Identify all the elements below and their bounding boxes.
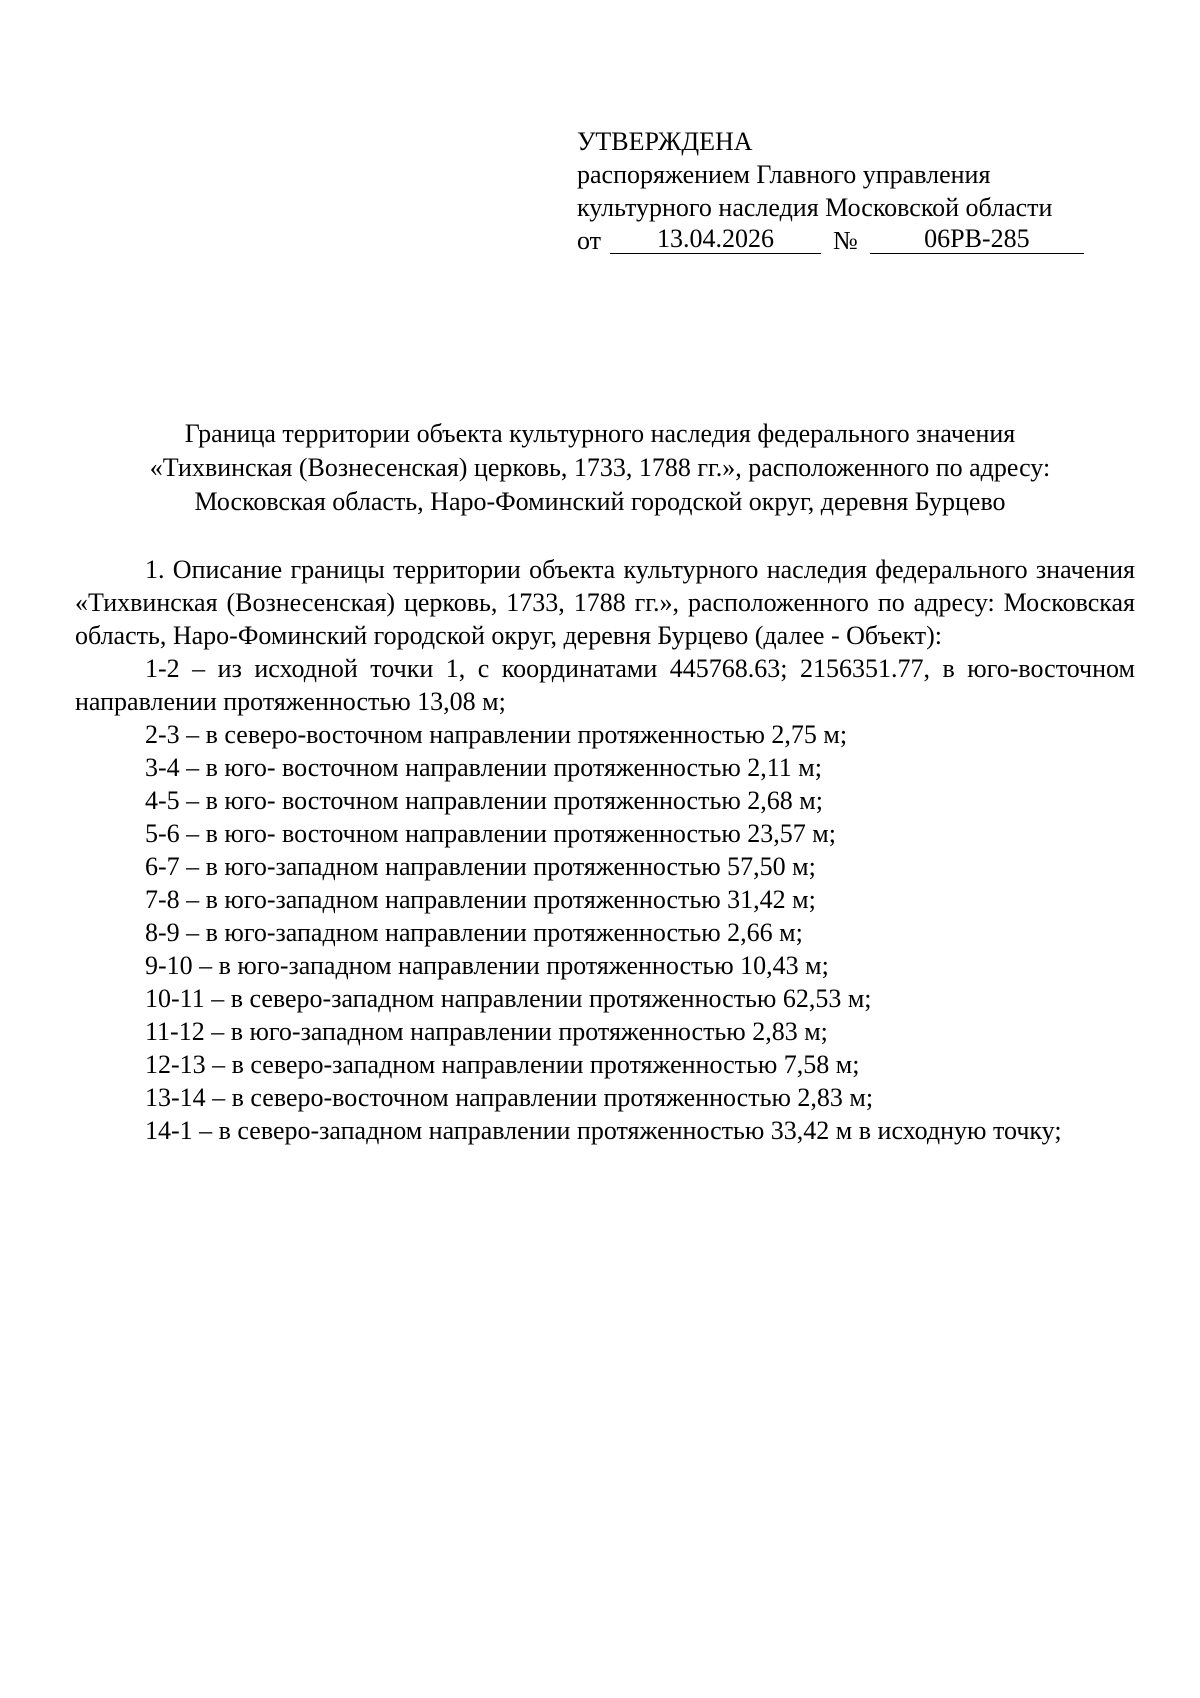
boundary-segment: 2-3 – в северо-восточном направлении протяженностью 2,75 м;	[145, 720, 848, 749]
intro-paragraph: 1. Описание границы территории объекта культурного наследия федерального значения «Тихвинская (Вознесенская) церковь, 1733, 1788 гг.», расположенного по адресу: Московская область, Наро-Фоминский городской округ, деревня Бурцево (далее - Объект):	[75, 555, 1135, 650]
approval-line-2: культурного наследия Московской области	[577, 193, 1053, 222]
document-body	[75, 553, 1135, 1147]
boundary-segment: 9-10 – в юго-западном направлении протяженностью 10,43 м;	[145, 951, 829, 980]
boundary-segment: 3-4 – в юго- восточном направлении протяженностью 2,11 м;	[145, 753, 822, 782]
number-label: №	[833, 226, 858, 255]
approval-date-row	[577, 224, 1097, 257]
boundary-segment: 7-8 – в юго-западном направлении протяженностью 31,42 м;	[145, 885, 816, 914]
boundary-segment: 10-11 – в северо-западном направлении протяженностью 62,53 м;	[145, 984, 872, 1013]
approval-heading: УТВЕРЖДЕНА	[577, 127, 753, 156]
boundary-segment: 1-2 – из исходной точки 1, с координатами 445768.63; 2156351.77, в юго-восточном направлении протяженностью 13,08 м;	[75, 654, 1135, 716]
title-line-1: Граница территории объекта культурного наследия федерального значения	[184, 419, 1016, 448]
document-title	[70, 417, 1130, 519]
boundary-segment: 12-13 – в северо-западном направлении протяженностью 7,58 м;	[145, 1050, 860, 1079]
from-label: от	[577, 226, 602, 255]
boundary-segment: 13-14 – в северо-восточном направлении протяженностью 2,83 м;	[145, 1083, 874, 1112]
title-line-3: Московская область, Наро-Фоминский городской округ, деревня Бурцево	[194, 487, 1006, 516]
approval-line-1: распоряжением Главного управления	[577, 160, 991, 189]
boundary-segment: 5-6 – в юго- восточном направлении протяженностью 23,57 м;	[145, 819, 836, 848]
approval-block	[577, 125, 1097, 257]
title-line-2: «Тихвинская (Вознесенская) церковь, 1733, 1788 гг.», расположенного по адресу:	[149, 453, 1051, 482]
boundary-segment: 11-12 – в юго-западном направлении протяженностью 2,83 м;	[145, 1017, 828, 1046]
approval-number: 06РВ-285	[870, 225, 1084, 254]
boundary-segment: 6-7 – в юго-западном направлении протяженностью 57,50 м;	[145, 852, 816, 881]
boundary-segment: 14-1 – в северо-западном направлении протяженностью 33,42 м в исходную точку;	[145, 1116, 1062, 1145]
boundary-segment: 4-5 – в юго- восточном направлении протяженностью 2,68 м;	[145, 786, 823, 815]
boundary-segment: 8-9 – в юго-западном направлении протяженностью 2,66 м;	[145, 918, 803, 947]
approval-date: 13.04.2026	[610, 225, 821, 254]
